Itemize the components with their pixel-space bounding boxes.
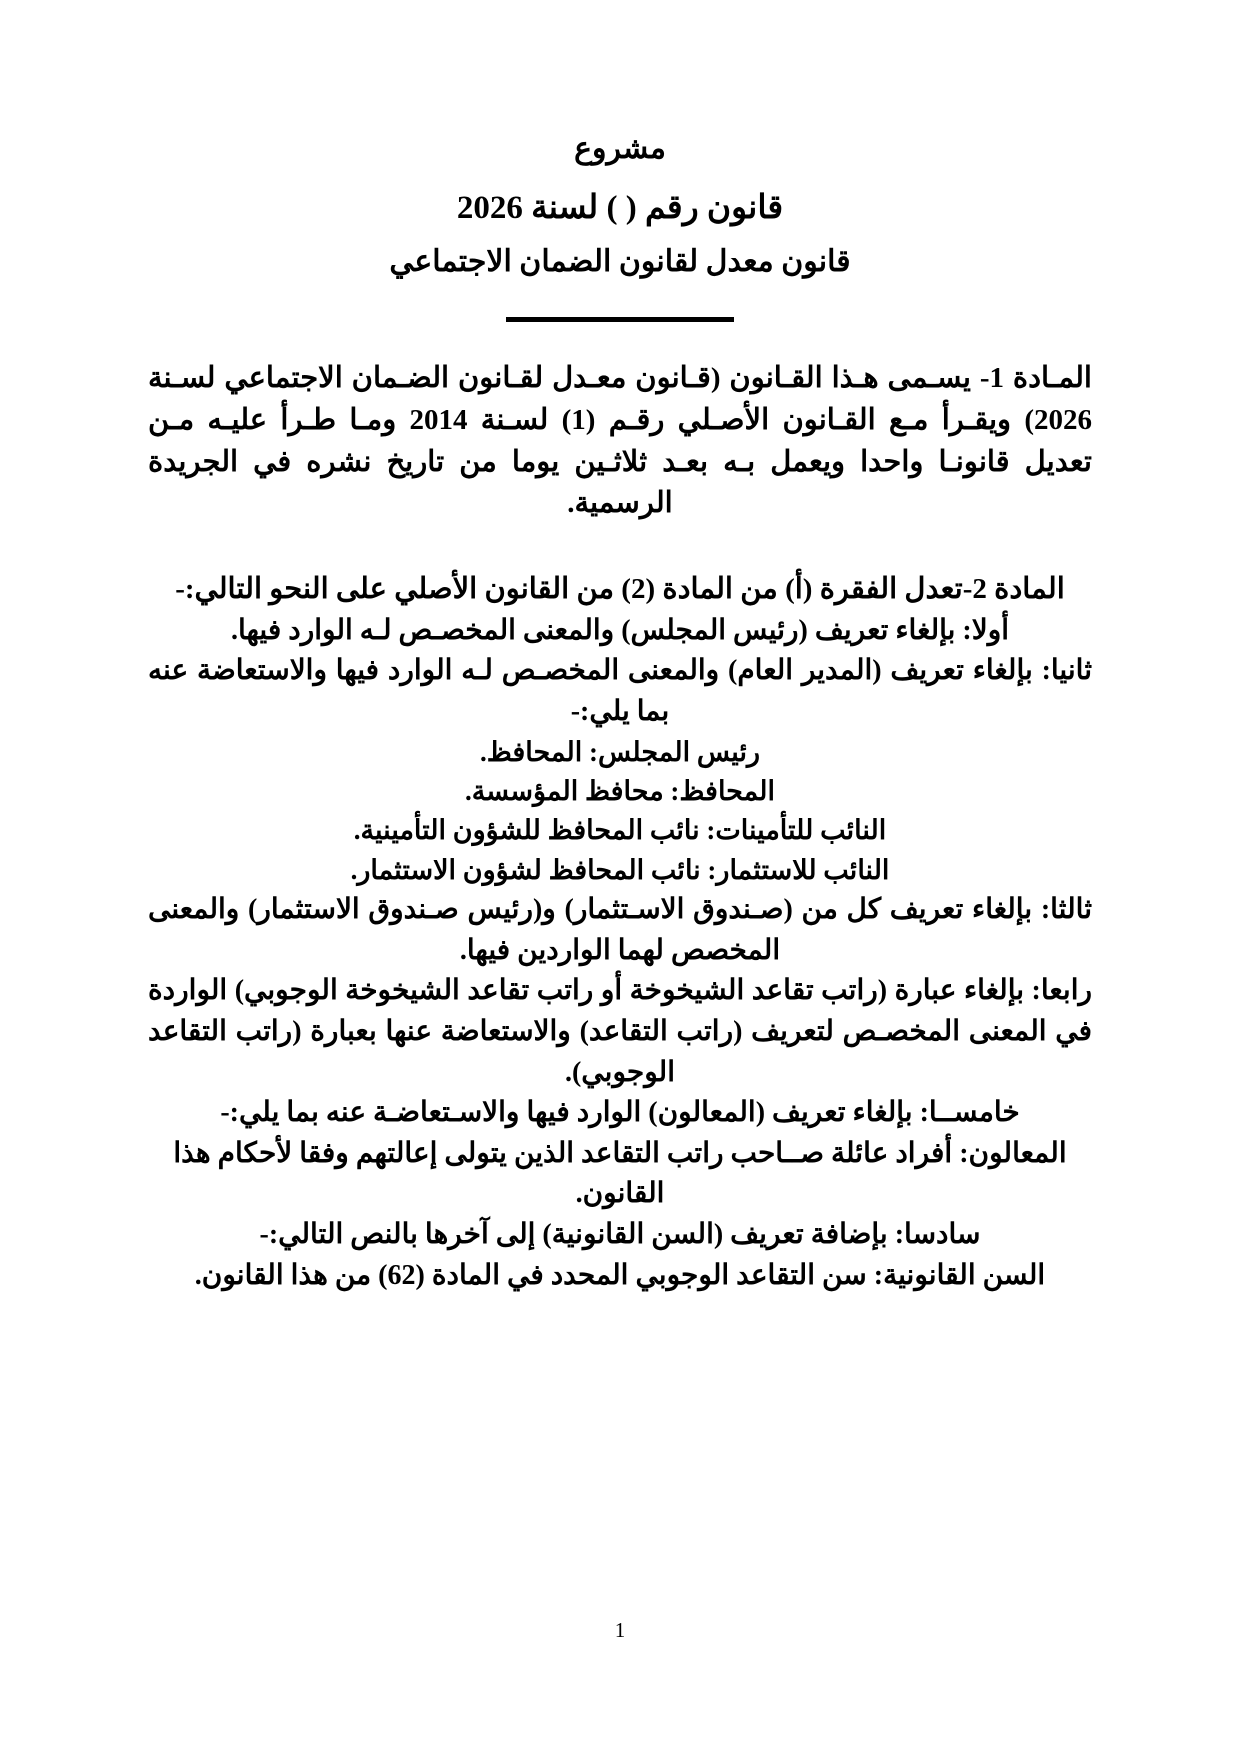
page-number: 1 xyxy=(614,1618,626,1642)
clause-third: ثالثا: بإلغاء تعريف كل من (صـندوق الاسـتثمار) و(رئيس صـندوق الاستثمار) والمعنى المخصص لهما الواردين فيها. xyxy=(148,894,1092,966)
divider-line xyxy=(506,317,734,322)
article-1-paragraph: المـادة 1- يسـمى هـذا القـانون (قـانون معـدل لقـانون الضـمان الاجتماعي لسـنة 2026) ويقـرأ مـع القـانون الأصـلي رقـم (1) لسـنة 2014 ومـا طـرأ عليـه مـن تعديل قانونـا واحدا ويعمل بـه بعـد ثلاثـين يوما من تاريخ نشره في الجريدة الرسمية. xyxy=(148,362,1092,520)
clause-fifth: خامســا: بإلغاء تعريف (المعالون) الوارد فيها والاسـتعاضـة عنه بما يلي:- xyxy=(220,1097,1020,1129)
clause-first: أولا: بإلغاء تعريف (رئيس المجلس) والمعنى المخصـص لـه الوارد فيها. xyxy=(230,614,1010,646)
clause-sixth: سادسا: بإضافة تعريف (السن القانونية) إلى آخرها بالنص التالي:- xyxy=(259,1218,981,1250)
clause-second: ثانيا: بإلغاء تعريف (المدير العام) والمعنى المخصـص لـه الوارد فيها والاستعاضة عنه بما يلي:- xyxy=(148,655,1092,727)
definition-governor: المحافظ: محافظ المؤسسة. xyxy=(465,775,775,806)
document-body xyxy=(148,128,1092,1296)
article-2-intro: المادة 2-تعدل الفقرة (أ) من المادة (2) من القانون الأصلي على النحو التالي:- xyxy=(175,573,1065,606)
clause-fourth: رابعا: بإلغاء عبارة (راتب تقاعد الشيخوخة أو راتب تقاعد الشيخوخة الوجوبي) الواردة في المعنى المخصـص لتعريف (راتب التقاعد) والاستعاضة عنها بعبارة (راتب التقاعد الوجوبي). xyxy=(148,975,1092,1088)
definition-deputy-insurance: النائب للتأمينات: نائب المحافظ للشؤون التأمينية. xyxy=(353,815,887,846)
title-line-3: قانون معدل لقانون الضمان الاجتماعي xyxy=(389,245,851,279)
definition-legal-age: السن القانونية: سن التقاعد الوجوبي المحدد في المادة (62) من هذا القانون. xyxy=(194,1259,1046,1291)
title-divider xyxy=(148,310,1092,328)
document-title-block xyxy=(148,128,1092,284)
definition-council-chairman: رئيس المجلس: المحافظ. xyxy=(479,736,761,767)
definition-deputy-investment: النائب للاستثمار: نائب المحافظ لشؤون الاستثمار. xyxy=(350,854,890,885)
title-line-1: مشروع xyxy=(574,132,666,165)
definition-dependents: المعالون: أفراد عائلة صــاحب راتب التقاعد الذين يتولى إعالتهم وفقا لأحكام هذا القانون. xyxy=(173,1137,1067,1210)
paragraph-spacer xyxy=(148,525,1092,569)
title-line-2: قانون رقم ( ) لسنة 2026 xyxy=(456,189,784,226)
